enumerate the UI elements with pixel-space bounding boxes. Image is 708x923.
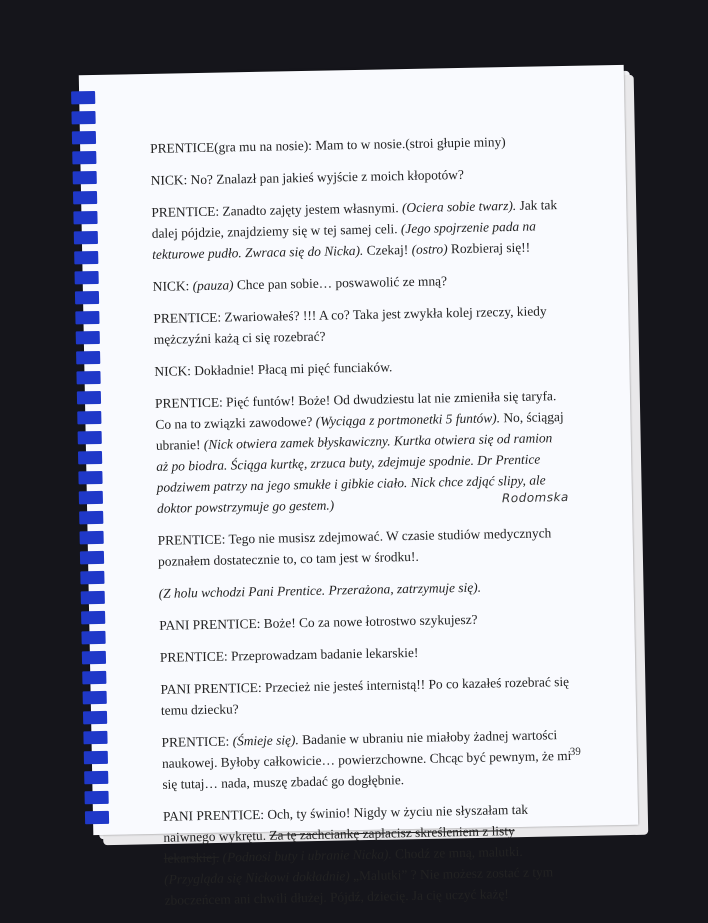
binding-coil bbox=[72, 151, 96, 164]
binding-coil bbox=[83, 711, 107, 724]
script-paragraph bbox=[150, 130, 560, 159]
stage-direction: (Śmieje się). bbox=[232, 732, 299, 749]
stage-direction: (Jego spojrzenie pada na tekturowe pudło. Zwraca się do Nicka). bbox=[152, 218, 537, 262]
dialogue-text: PRENTICE: bbox=[161, 733, 233, 750]
script-paragraph bbox=[160, 671, 571, 721]
dialogue-text: NICK: bbox=[152, 278, 193, 294]
binding-coil bbox=[71, 91, 95, 104]
dialogue-text: PANI PRENTICE: Przecież nie jesteś internistą!! Po co kazałeś rozebrać się temu dziecku? bbox=[160, 674, 570, 718]
binding-coil bbox=[83, 731, 107, 744]
binding-coil bbox=[73, 171, 97, 184]
binding-coil bbox=[82, 651, 106, 664]
dialogue-text: PRENTICE(gra mu na nosie): Mam to w nosie.(stroi głupie miny) bbox=[150, 134, 506, 156]
dialogue-text: PRENTICE: Zwariowałeś? !!! A co? Taka jest zwykła kolej rzeczy, kiedy mężczyźni każą ci się rozebrać? bbox=[153, 303, 547, 347]
script-paragraph bbox=[151, 162, 561, 191]
binding-coil bbox=[85, 811, 109, 824]
binding-coil bbox=[76, 371, 100, 384]
stage-direction: (Podnosi buty i ubranie Nicka). bbox=[222, 846, 392, 865]
binding-coil bbox=[71, 111, 95, 124]
handwritten-signature: Rodomska bbox=[501, 489, 569, 506]
binding-coil bbox=[81, 611, 105, 624]
binding-coil bbox=[82, 671, 106, 684]
binding-coil bbox=[79, 511, 103, 524]
binding-coil bbox=[76, 331, 100, 344]
binding-coil bbox=[73, 191, 97, 204]
dialogue-text: Rozbieraj się!! bbox=[447, 239, 531, 257]
binding-coil bbox=[84, 771, 108, 784]
stage-direction: (Wyciąga z portmonetki 5 funtów). bbox=[315, 410, 501, 429]
script-paragraph bbox=[159, 575, 569, 604]
binding-coil bbox=[78, 451, 102, 464]
dialogue-text: No, ściągaj ubranie! bbox=[155, 409, 564, 453]
dialogue-text: PRENTICE: Przeprowadzam badanie lekarskie! bbox=[159, 644, 419, 665]
binding-coil bbox=[80, 531, 104, 544]
binding-coil bbox=[74, 251, 98, 264]
dialogue-text: PRENTICE: Zanadto zajęty jestem własnymi. bbox=[151, 200, 403, 220]
dialogue-text: Badanie w ubraniu nie miałoby żadnej wartości naukowej. Byłoby całkowicie… powierzchowne. Chcąc być pewnym, że mi się tutaj… nada, muszę zbadać go dogłębnie. bbox=[161, 727, 572, 792]
binding-coil bbox=[72, 131, 96, 144]
binding-coil bbox=[77, 411, 101, 424]
binding-coil bbox=[78, 471, 102, 484]
script-text bbox=[150, 130, 575, 922]
dialogue-text: PANI PRENTICE: Boże! Co za nowe łotrostwo szykujesz? bbox=[159, 611, 478, 633]
stage-direction: (Przygląda się Nickowi dokładnie) bbox=[164, 868, 350, 887]
binding-coil bbox=[79, 491, 103, 504]
binding-coil bbox=[77, 391, 101, 404]
script-paragraph bbox=[163, 798, 575, 911]
script-paragraph bbox=[153, 268, 563, 297]
page-number: 39 bbox=[569, 745, 581, 758]
binding-coil bbox=[81, 631, 105, 644]
stage-direction: (ostro) bbox=[411, 241, 448, 257]
binding-coil bbox=[73, 211, 97, 224]
dialogue-text: PRENTICE: Pięć funtów! Boże! Od dwudziestu lat nie zmieniła się taryfa. Co na to związki zawodowe? bbox=[154, 388, 557, 432]
binding-coil bbox=[75, 311, 99, 324]
script-paragraph bbox=[153, 300, 564, 350]
binding-coil bbox=[80, 551, 104, 564]
script-paragraph bbox=[161, 724, 572, 795]
dialogue-text: Chodź ze mną, malutki. bbox=[391, 843, 523, 862]
dialogue-text: Za tę zachciankę zapłacisz skreśleniem z listy lekarskiej. bbox=[163, 823, 515, 866]
dialogue-text: PRENTICE: Tego nie musisz zdejmować. W czasie studiów medycznych poznałem dostatecznie to, co tam jest w środku!. bbox=[157, 525, 552, 569]
stage-direction: (pauza) bbox=[192, 277, 234, 294]
binding-coil bbox=[80, 571, 104, 584]
stage-direction: (Ociera sobie twarz). bbox=[401, 197, 517, 216]
script-paragraph bbox=[160, 639, 570, 668]
dialogue-text: Czekaj! bbox=[363, 241, 412, 258]
dialogue-text: Chce pan sobie… poswawolić ze mną? bbox=[233, 273, 448, 293]
dialogue-text: „Malutki” ? Nie możesz zostać z tym zboczeńcem ani chwili dłużej. Pójdź, dziecię. Ja cię uczyć każę! bbox=[164, 864, 554, 908]
dialogue-text: PANI PRENTICE: Och, ty świnio! Nigdy w życiu nie słyszałam tak naiwnego wykrętu. bbox=[162, 801, 529, 845]
script-paragraph bbox=[151, 194, 562, 265]
spiral-binding bbox=[71, 91, 109, 831]
binding-coil bbox=[84, 751, 108, 764]
document-page bbox=[79, 65, 638, 908]
binding-coil bbox=[78, 431, 102, 444]
binding-coil bbox=[74, 231, 98, 244]
stage-direction: (Z holu wchodzi Pani Prentice. Przerażona, zatrzymuje się). bbox=[158, 579, 482, 601]
binding-coil bbox=[76, 351, 100, 364]
script-paragraph bbox=[159, 607, 569, 636]
dialogue-text: NICK: No? Znalazł pan jakieś wyjście z moich kłopotów? bbox=[150, 166, 464, 188]
binding-coil bbox=[75, 291, 99, 304]
binding-coil bbox=[83, 691, 107, 704]
binding-coil bbox=[75, 271, 99, 284]
script-paragraph bbox=[157, 522, 568, 572]
script-paragraph bbox=[154, 353, 564, 382]
stage-direction: (Nick otwiera zamek błyskawiczny. Kurtka otwiera się od ramion aż po biodra. Ściąga kurtkę, zrzuca buty, zdejmuje spodnie. Dr Prentice podziwem patrzy na jego smukłe i gibkie ciało. Nick chce zdjąć slipy, ale doktor powstrzymuje go gestem.) bbox=[156, 430, 553, 516]
binding-coil bbox=[81, 591, 105, 604]
binding-coil bbox=[85, 791, 109, 804]
dialogue-text: NICK: Dokładnie! Płacą mi pięć funciaków. bbox=[154, 359, 393, 379]
dialogue-text: Jak tak dalej pójdzie, znajdziemy się w tej samej celi. bbox=[151, 197, 558, 241]
